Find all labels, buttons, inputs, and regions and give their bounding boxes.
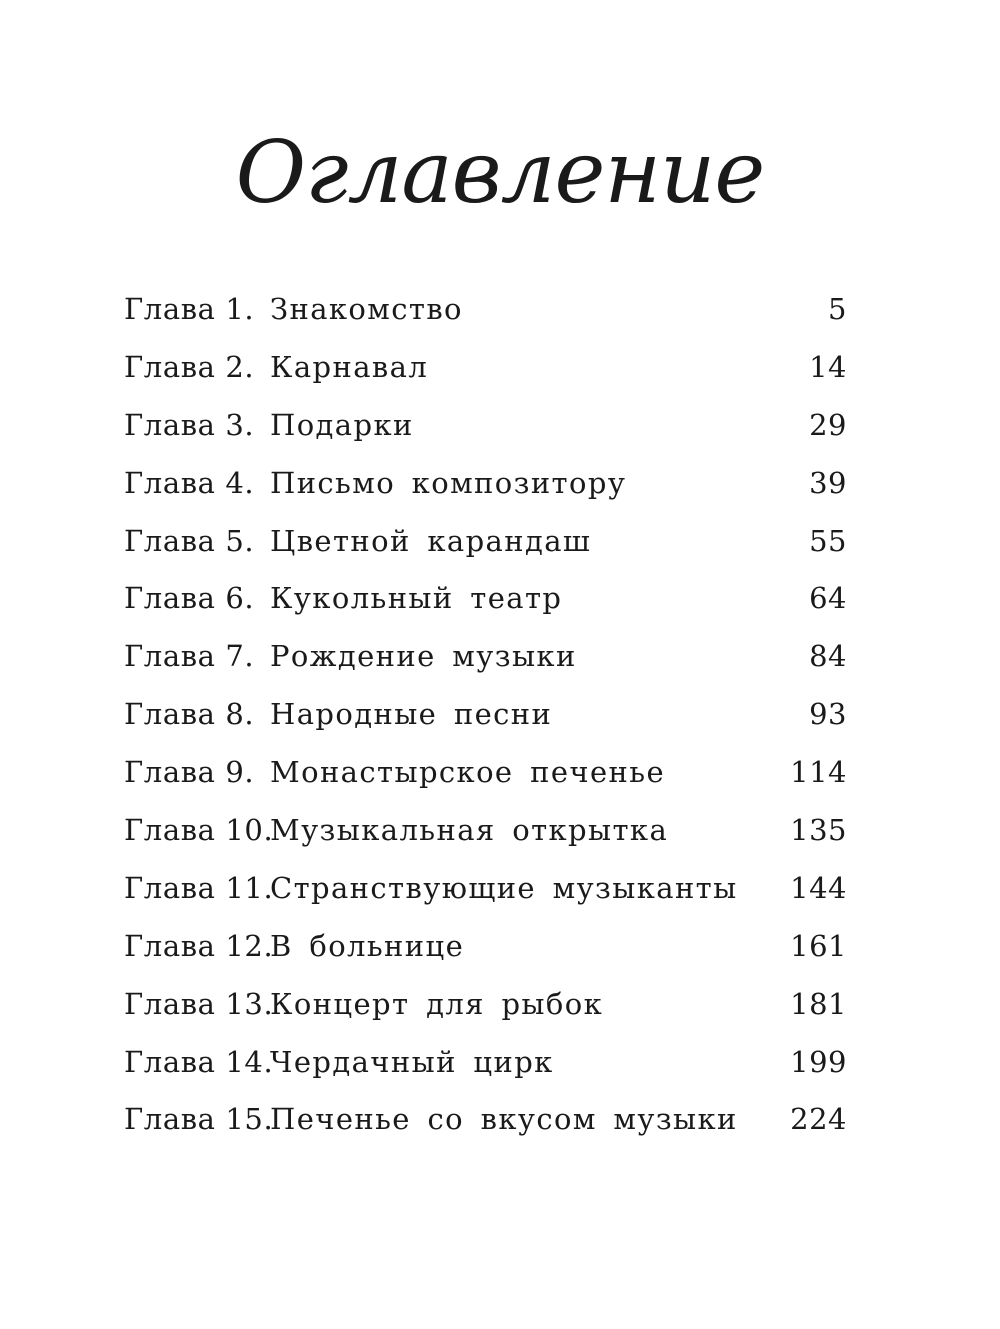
chapter-page-number: 224 <box>790 1102 847 1137</box>
toc-row-15 <box>124 1090 847 1148</box>
chapter-label: Глава 14. <box>124 1044 274 1079</box>
chapter-page-number: 64 <box>809 581 847 616</box>
chapter-title: Карнавал <box>270 349 429 384</box>
chapter-label: Глава 15. <box>124 1102 274 1137</box>
chapter-label: Глава 1. <box>124 291 255 326</box>
toc-row-2 <box>124 338 847 396</box>
toc-row-10 <box>124 801 847 859</box>
toc-row-7 <box>124 627 847 685</box>
chapter-page-number: 144 <box>790 870 847 905</box>
chapter-title: Кукольный театр <box>270 581 563 616</box>
toc-row-14 <box>124 1033 847 1091</box>
chapter-label: Глава 3. <box>124 407 255 442</box>
chapter-page-number: 29 <box>809 407 847 442</box>
chapter-title: Цветной карандаш <box>270 523 592 558</box>
chapter-title: Концерт для рыбок <box>270 986 604 1021</box>
toc-row-6 <box>124 569 847 627</box>
chapter-title: Знакомство <box>270 291 463 326</box>
chapter-page-number: 84 <box>809 639 847 674</box>
chapter-page-number: 181 <box>790 986 847 1021</box>
chapter-page-number: 55 <box>809 523 847 558</box>
chapter-page-number: 135 <box>790 812 847 847</box>
chapter-label: Глава 5. <box>124 523 255 558</box>
chapter-label: Глава 12. <box>124 928 274 963</box>
chapter-title: Печенье со вкусом музыки <box>270 1102 738 1137</box>
chapter-title: Письмо композитору <box>270 465 627 500</box>
chapter-page-number: 114 <box>790 755 847 790</box>
chapter-title: Странствующие музыканты <box>270 870 738 905</box>
chapter-label: Глава 10. <box>124 812 274 847</box>
page-title: Оглавление <box>235 123 765 223</box>
chapter-label: Глава 4. <box>124 465 255 500</box>
chapter-page-number: 199 <box>790 1044 847 1079</box>
chapter-page-number: 5 <box>828 291 847 326</box>
chapter-title: Рождение музыки <box>270 639 577 674</box>
toc-row-13 <box>124 975 847 1033</box>
chapter-page-number: 39 <box>809 465 847 500</box>
toc-row-5 <box>124 512 847 570</box>
toc-row-1 <box>124 280 847 338</box>
chapter-label: Глава 11. <box>124 870 274 905</box>
chapter-label: Глава 9. <box>124 755 255 790</box>
chapter-title: Музыкальная открытка <box>270 812 669 847</box>
chapter-label: Глава 2. <box>124 349 255 384</box>
chapter-label: Глава 13. <box>124 986 274 1021</box>
chapter-title: Чердачный цирк <box>270 1044 554 1079</box>
chapter-page-number: 93 <box>809 697 847 732</box>
chapter-label: Глава 6. <box>124 581 255 616</box>
toc-row-8 <box>124 685 847 743</box>
table-of-contents <box>124 280 847 1148</box>
chapter-label: Глава 8. <box>124 697 255 732</box>
toc-row-3 <box>124 396 847 454</box>
chapter-page-number: 14 <box>809 349 847 384</box>
chapter-title: Монастырское печенье <box>270 755 666 790</box>
chapter-title: Народные песни <box>270 697 553 732</box>
toc-row-11 <box>124 859 847 917</box>
toc-row-9 <box>124 743 847 801</box>
toc-row-12 <box>124 917 847 975</box>
chapter-label: Глава 7. <box>124 639 255 674</box>
chapter-title: В больнице <box>270 928 465 963</box>
toc-row-4 <box>124 454 847 512</box>
chapter-title: Подарки <box>270 407 414 442</box>
chapter-page-number: 161 <box>790 928 847 963</box>
